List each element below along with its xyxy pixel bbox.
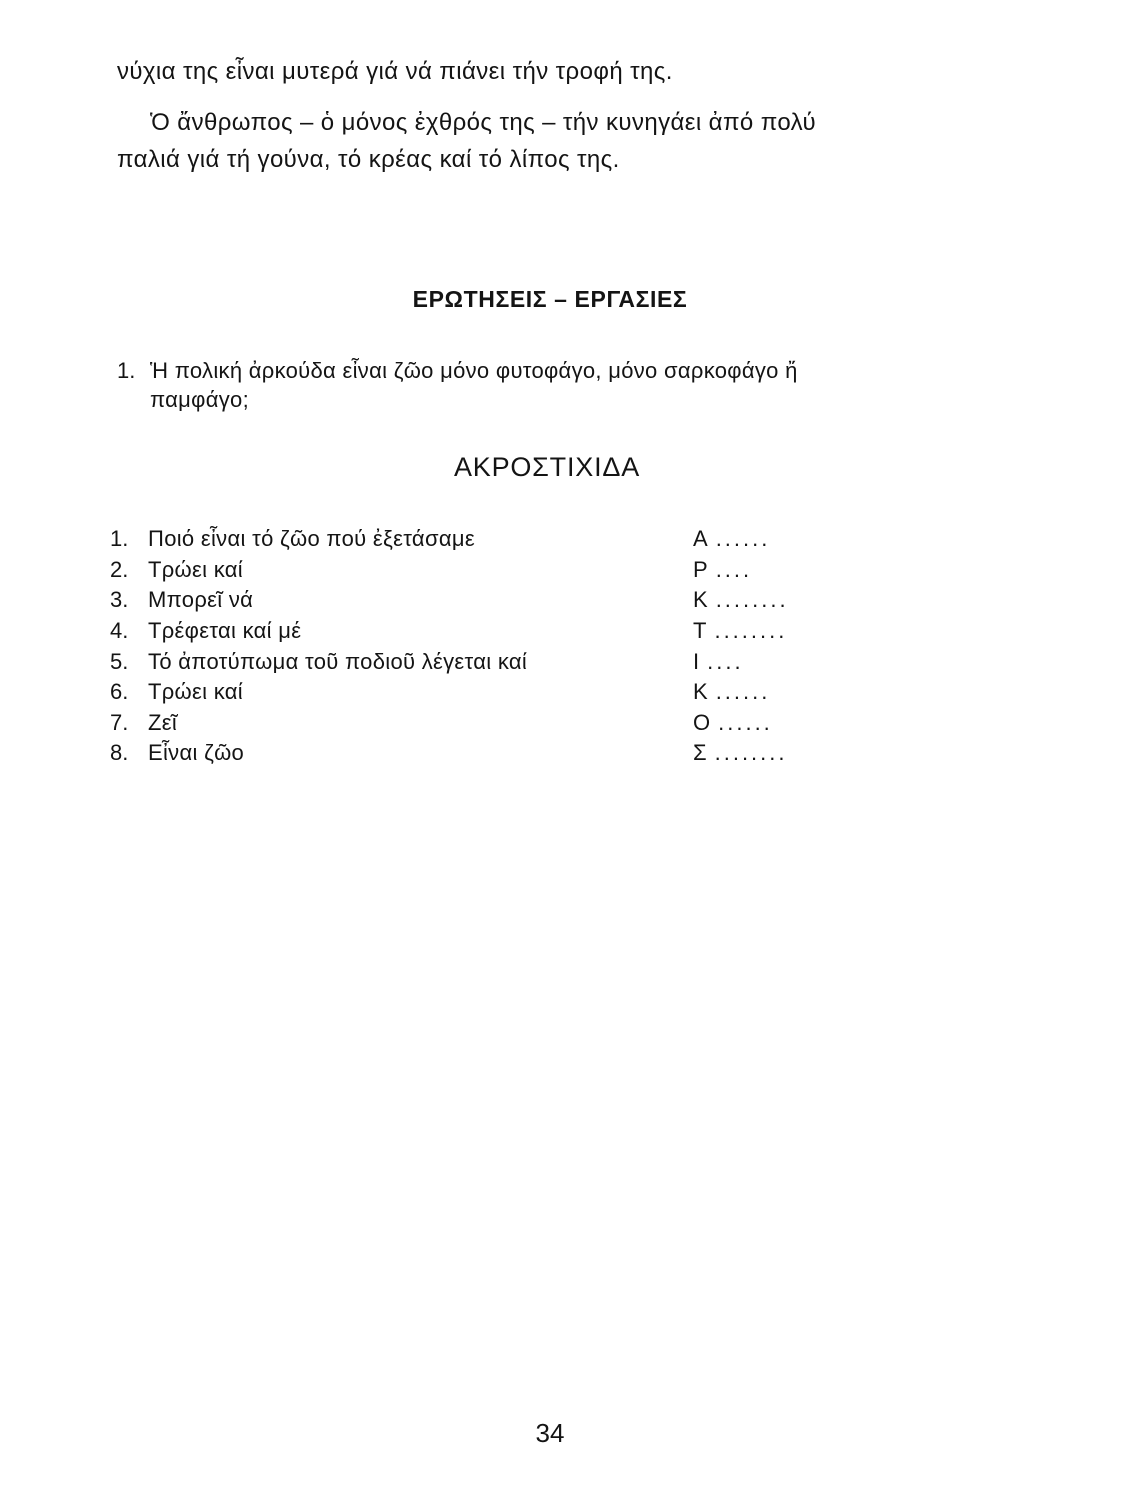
paragraph-line-2: Ὁ ἄνθρωπος – ὁ μόνος ἐχθρός της – τήν κυνηγάει ἀπό πολύ (150, 109, 816, 136)
acrostic-item-answer (693, 738, 788, 768)
acrostic-item-blank: ...... (718, 710, 773, 735)
acrostic-item (110, 524, 850, 554)
acrostic-item-blank: .... (715, 557, 753, 582)
acrostic-item (110, 555, 850, 585)
acrostic-title: ΑΚΡΟΣΤΙΧΙΔΑ (453, 452, 641, 482)
paragraph-line-1: νύχια της εἶναι μυτερά γιά νά πιάνει τήν τροφή της. (117, 58, 673, 85)
acrostic-item-letter: Σ (693, 740, 707, 765)
acrostic-item-answer (693, 677, 770, 707)
acrostic-item-number: 5. (110, 649, 129, 674)
acrostic-item-number: 3. (110, 587, 129, 612)
acrostic-item-answer (693, 616, 787, 646)
acrostic-item (110, 585, 850, 615)
acrostic-item-text: Μπορεῖ νά (148, 587, 254, 612)
page-number: 34 (535, 1418, 565, 1448)
acrostic-item-blank: .... (707, 649, 744, 674)
acrostic-item-answer (693, 647, 744, 677)
acrostic-item-number: 1. (110, 526, 129, 551)
acrostic-item-blank: ........ (714, 740, 788, 765)
acrostic-item (110, 677, 850, 707)
question-1-number: 1. (117, 358, 136, 383)
acrostic-item-letter: Ι (693, 649, 700, 674)
question-1-line-1: Ἡ πολική ἀρκούδα εἶναι ζῶο μόνο φυτοφάγο, μόνο σαρκοφάγο ἤ (150, 358, 798, 383)
acrostic-item (110, 616, 850, 646)
acrostic-item-letter: Τ (693, 618, 707, 643)
acrostic-item-blank: ...... (715, 526, 771, 551)
questions-heading: ΕΡΩΤΗΣΕΙΣ – ΕΡΓΑΣΙΕΣ (412, 286, 688, 312)
acrostic-item-number: 7. (110, 710, 129, 735)
acrostic-item-number: 4. (110, 618, 129, 643)
acrostic-item-number: 6. (110, 679, 129, 704)
acrostic-item-letter: Κ (693, 679, 708, 704)
acrostic-item-blank: ...... (715, 679, 771, 704)
acrostic-item-letter: Ρ (693, 557, 708, 582)
acrostic-item-text: Εἶναι ζῶο (148, 740, 245, 765)
question-1-line-2: παμφάγο; (150, 387, 249, 412)
acrostic-item-answer (693, 585, 789, 615)
acrostic-item-blank: ........ (715, 587, 789, 612)
acrostic-item-text: Ζεῖ (148, 710, 178, 735)
acrostic-item-text: Τρέφεται καί μέ (148, 618, 302, 643)
acrostic-item-blank: ........ (714, 618, 788, 643)
acrostic-item (110, 738, 850, 768)
acrostic-item-answer (693, 555, 752, 585)
paragraph-line-3: παλιά γιά τή γούνα, τό κρέας καί τό λίπος της. (117, 146, 620, 173)
acrostic-item-letter: Ο (693, 710, 711, 735)
acrostic-item-number: 8. (110, 740, 129, 765)
acrostic-item-letter: Α (693, 526, 708, 551)
acrostic-item-answer (693, 524, 770, 554)
acrostic-item-letter: Κ (693, 587, 708, 612)
acrostic-item-text: Τό ἀποτύπωμα τοῦ ποδιοῦ λέγεται καί (148, 649, 528, 674)
acrostic-item-answer (693, 708, 773, 738)
acrostic-item-number: 2. (110, 557, 129, 582)
acrostic-item-text: Τρώει καί (148, 679, 243, 704)
acrostic-item (110, 708, 850, 738)
acrostic-item (110, 647, 850, 677)
acrostic-item-text: Ποιό εἶναι τό ζῶο πού ἐξετάσαμε (148, 526, 475, 551)
acrostic-item-text: Τρώει καί (148, 557, 243, 582)
